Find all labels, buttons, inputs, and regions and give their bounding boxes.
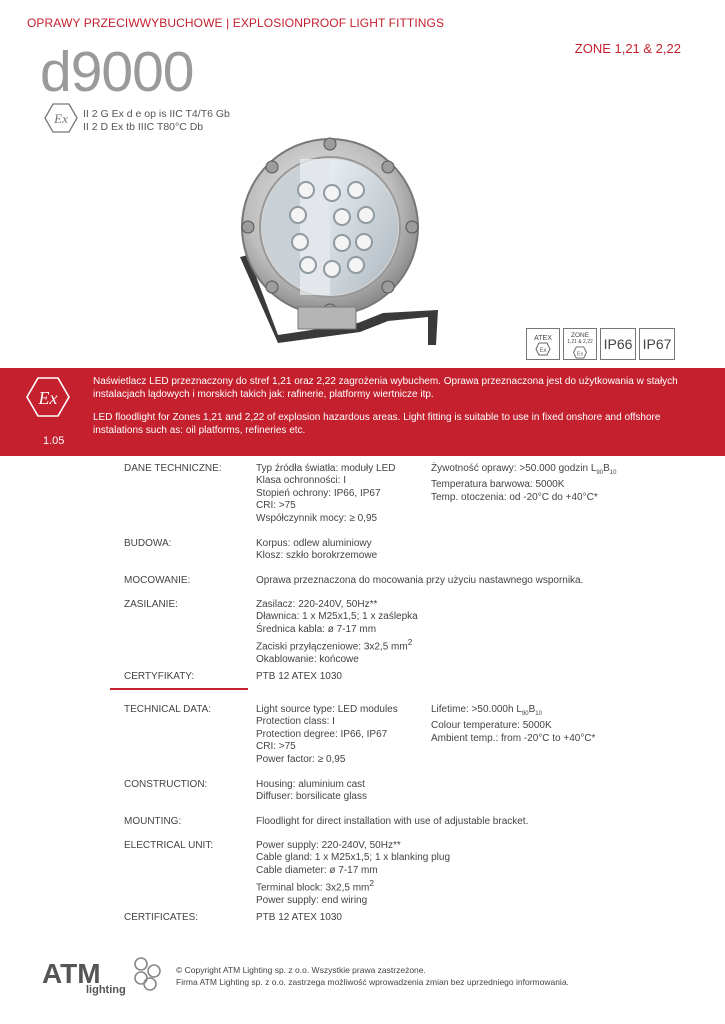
description-band [0, 368, 725, 456]
spec-label: DANE TECHNICZNE: [124, 463, 222, 474]
specifications [124, 463, 684, 932]
ip67-badge: IP67 [639, 328, 675, 360]
svg-text:ATM: ATM [42, 958, 101, 989]
zone-badge: ZONE 1,21 & 2,22 Ex [563, 328, 597, 360]
spec-row-cert-pl: CERTYFIKATY: PTB 12 ATEX 1030 [124, 671, 342, 682]
spec-row-build-en: CONSTRUCTION: Housing: aluminium cast Diffuser: borsilicate glass [124, 779, 367, 803]
atex-badge: ATEX Ex [526, 328, 560, 360]
zone-label: ZONE 1,21 & 2,22 [574, 41, 681, 56]
svg-text:lighting: lighting [86, 984, 126, 996]
product-image [238, 135, 440, 347]
spec-row-power-en: ELECTRICAL UNIT: Power supply: 220-240V, 50Hz** Cable gland: 1 x M25x1,5; 1 x blanking plug Cable diameter: ø 7-17 mm Terminal block: 3x2,5 $mm^2$ Power supply: end wiring [124, 840, 451, 906]
svg-text:Ex: Ex [54, 111, 68, 126]
footer-text [176, 964, 569, 988]
copyright: © Copyright ATM Lighting sp. z o.o. Wszystkie prawa zastrzeżone. [176, 965, 426, 975]
spec-row-cert-en: CERTIFICATES: PTB 12 ATEX 1030 [124, 912, 342, 923]
description-pl: Naświetlacz LED przeznaczony do stref 1,21 oraz 2,22 zagrożenia wybuchem. Oprawa przeznaczona jest do użytkowania w stałych instalacjach lądowych i morskich takich jak: rafinerie, platformy wiertnicze itp. [93, 376, 678, 400]
svg-text:Ex: Ex [539, 347, 547, 354]
spec-row-build-pl: BUDOWA: Korpus: odlew aluminiowy Klosz: szkło borokrzemowe [124, 538, 378, 562]
spec-values-secondary: Żywotność oprawy: >50.000 godzin $L_{90}B_{10}$ Temperatura barwowa: 5000K Temp. otoczenia: od -20°C do +40°C* [431, 463, 617, 503]
spec-row-mount-en: MOUNTING: Floodlight for direct installation with use of adjustable bracket. [124, 816, 529, 827]
ip66-badge: IP66 [600, 328, 636, 360]
section-number: 1.05 [43, 435, 65, 447]
ex-hexagon-icon [535, 342, 551, 356]
spec-row-mount-pl: MOCOWANIE: Oprawa przeznaczona do mocowania przy użyciu nastawnego wspornika. [124, 575, 584, 586]
description-text [93, 375, 693, 447]
description-en: LED floodlight for Zones 1,21 and 2,22 of explosion hazardous areas. Light fitting is suitable to use in fixed onshore and offshore instalations such as: oil platforms, refineries etc. [93, 412, 661, 436]
model-title: d9000 [40, 40, 194, 104]
category-header: OPRAWY PRZECIWWYBUCHOWE | EXPLOSIONPROOF LIGHT FITTINGS [27, 16, 445, 30]
atm-lighting-logo [42, 956, 168, 996]
section-divider [110, 688, 248, 690]
ex-hexagon-icon [44, 103, 78, 133]
ex-marking [83, 108, 230, 134]
spec-row-tech-en: TECHNICAL DATA: Light source type: LED modules Protection class: I Protection degree: IP66, IP67 CRI: >75 Power factor: ≥ 0,95 Lifetime: >50.000h $L_{90}B_{10}$ Colour temperature: 5000K Ambient temp.: from -20°C to +40°C* [124, 704, 596, 765]
ex-hexagon-icon [572, 346, 588, 359]
ex-hexagon-icon [26, 377, 70, 417]
svg-text:Ex: Ex [576, 350, 584, 357]
certification-badges [526, 328, 675, 360]
marking-line-gas: II 2 G Ex d e op is IIC T4/T6 Gb [83, 108, 230, 120]
marking-line-dust: II 2 D Ex tb IIIC T80°C Db [83, 121, 204, 133]
change-notice: Firma ATM Lighting sp. z o.o. zastrzega możliwość wprowadzenia zmian bez uprzedniego informowania. [176, 977, 569, 987]
spec-values: Typ źródła światła: moduły LED Klasa ochronności: I Stopień ochrony: IP66, IP67 CRI: >75 Współczynnik mocy: ≥ 0,95 [256, 463, 396, 524]
svg-text:Ex: Ex [38, 388, 58, 408]
spec-row-power-pl: ZASILANIE: Zasilacz: 220-240V, 50Hz** Dławnica: 1 x M25x1,5; 1 x zaślepka Średnica kabla: ø 7-17 mm Zaciski przyłączeniowe: 3x2,5 $mm^2$ Okablowanie: końcowe [124, 599, 418, 665]
spec-row-tech-pl [124, 463, 684, 538]
